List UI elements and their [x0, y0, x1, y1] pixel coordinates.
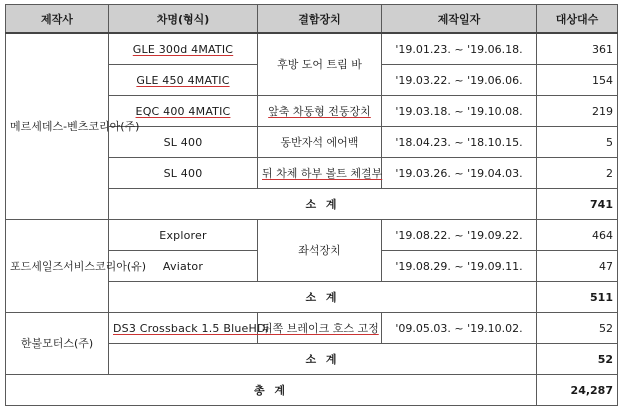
defect-cell: 동반자석 에어백 [258, 127, 382, 158]
period-cell: '09.05.03. ~ '19.10.02. [382, 313, 537, 344]
period-cell: '19.03.26. ~ '19.04.03. [382, 158, 537, 189]
table-row [6, 33, 618, 65]
subtotal-label: 소 계 [109, 344, 537, 375]
maker-cell: 메르세데스-벤츠코리아(주) [6, 33, 109, 220]
header-maker: 제작사 [6, 5, 109, 34]
count-cell: 52 [537, 313, 618, 344]
recall-table [5, 4, 618, 406]
count-cell: 361 [537, 33, 618, 65]
count-cell: 2 [537, 158, 618, 189]
period-cell: '19.01.23. ~ '19.06.18. [382, 33, 537, 65]
header-count: 대상대수 [537, 5, 618, 34]
header-model: 차명(형식) [109, 5, 258, 34]
defect-cell: 앞축 차동형 전동장치 [258, 96, 382, 127]
model-cell: EQC 400 4MATIC [109, 96, 258, 127]
total-row [6, 375, 618, 406]
count-cell: 154 [537, 65, 618, 96]
model-cell: SL 400 [109, 127, 258, 158]
period-cell: '19.08.22. ~ '19.09.22. [382, 220, 537, 251]
header-row [6, 5, 618, 34]
subtotal-value: 741 [537, 189, 618, 220]
model-cell: DS3 Crossback 1.5 BlueHDi [109, 313, 258, 344]
total-label: 총 계 [6, 375, 537, 406]
header-defect: 결함장치 [258, 5, 382, 34]
table-row [6, 313, 618, 344]
header-period: 제작일자 [382, 5, 537, 34]
defect-cell: 뒤 차체 하부 볼트 체결부 [258, 158, 382, 189]
model-cell: Aviator [109, 251, 258, 282]
subtotal-value: 511 [537, 282, 618, 313]
count-cell: 47 [537, 251, 618, 282]
defect-cell: 좌석장치 [258, 220, 382, 282]
count-cell: 5 [537, 127, 618, 158]
model-cell: SL 400 [109, 158, 258, 189]
model-cell: Explorer [109, 220, 258, 251]
maker-cell: 포드세일즈서비스코리아(유) [6, 220, 109, 313]
count-cell: 464 [537, 220, 618, 251]
subtotal-label: 소 계 [109, 189, 537, 220]
table-row [6, 220, 618, 251]
subtotal-value: 52 [537, 344, 618, 375]
maker-cell: 한불모터스(주) [6, 313, 109, 375]
count-cell: 219 [537, 96, 618, 127]
defect-cell: 뒤쪽 브레이크 호스 고정 [258, 313, 382, 344]
model-cell: GLE 450 4MATIC [109, 65, 258, 96]
total-value: 24,287 [537, 375, 618, 406]
model-cell: GLE 300d 4MATIC [109, 33, 258, 65]
period-cell: '18.04.23. ~ '18.10.15. [382, 127, 537, 158]
period-cell: '19.08.29. ~ '19.09.11. [382, 251, 537, 282]
period-cell: '19.03.22. ~ '19.06.06. [382, 65, 537, 96]
defect-cell: 후방 도어 트림 바 [258, 33, 382, 96]
period-cell: '19.03.18. ~ '19.10.08. [382, 96, 537, 127]
subtotal-label: 소 계 [109, 282, 537, 313]
